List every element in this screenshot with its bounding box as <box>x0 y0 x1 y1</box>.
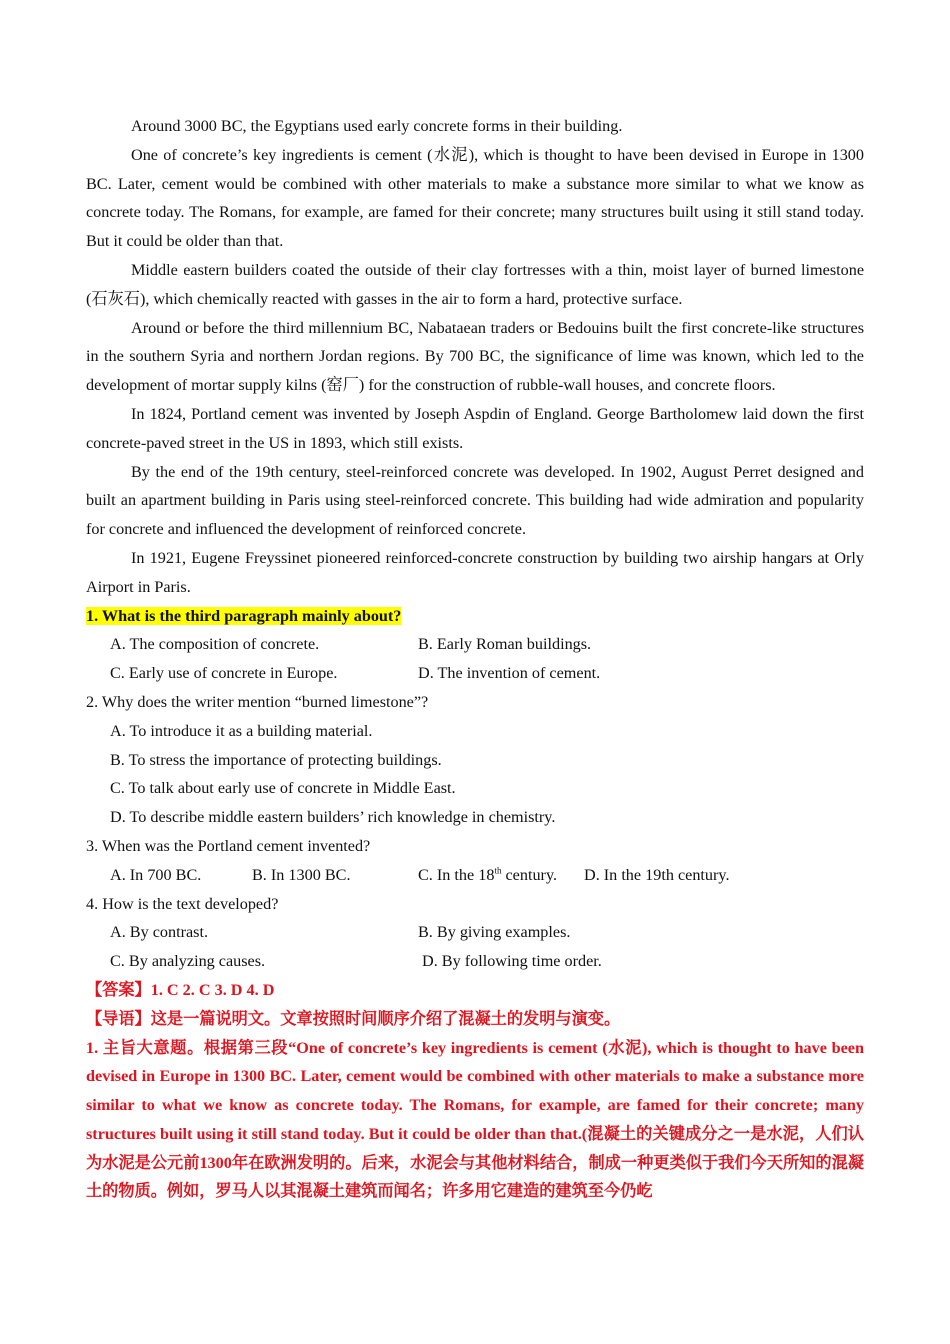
paragraph-2: One of concrete’s key ingredients is cement (水泥), which is thought to have been devised in Europe in 1300 BC. Later, cement would be combined with other materials to make a substance more similar to what we know as concrete today. The Romans, for example, are famed for their concrete; many structures built using it still stand today. But it could be older than that. <box>86 145 864 251</box>
guide-text: 【导语】这是一篇说明文。文章按照时间顺序介绍了混凝土的发明与演变。 <box>86 1009 621 1028</box>
question-1-options-row-2 <box>86 659 864 688</box>
paragraph-7: In 1921, Eugene Freyssinet pioneered reinforced-concrete construction by building two airship hangars at Orly Airport in Paris. <box>86 548 864 596</box>
q4-option-c: C. By analyzing causes. <box>110 952 266 971</box>
question-2-stem: 2. Why does the writer mention “burned limestone”? <box>86 692 429 711</box>
question-4-stem: 4. How is the text developed? <box>86 894 279 913</box>
q1-option-a: A. The composition of concrete. <box>110 635 320 654</box>
q1-option-c: C. Early use of concrete in Europe. <box>110 664 338 683</box>
q3-option-c <box>418 861 584 890</box>
answer-key: 【答案】1. C 2. C 3. D 4. D <box>86 980 275 999</box>
question-4-options-row-2 <box>86 947 864 976</box>
question-1-options-row-1 <box>86 630 864 659</box>
q1-option-d: D. The invention of cement. <box>418 664 601 683</box>
paragraph-3: Middle eastern builders coated the outside of their clay fortresses with a thin, moist layer of burned limestone (石灰石), which chemically reacted with gasses in the air to form a hard, protective surface. <box>86 260 864 308</box>
question-1-highlight: 1. What is the third paragraph mainly about? <box>86 606 402 625</box>
q4-option-d: D. By following time order. <box>422 952 602 971</box>
q3-option-c-suffix: century. <box>501 865 558 884</box>
question-1-stem <box>86 602 864 631</box>
q2-option-b: B. To stress the importance of protecting buildings. <box>110 750 442 769</box>
q3-option-a: A. In 700 BC. <box>110 865 202 884</box>
q4-option-b: B. By giving examples. <box>418 923 571 942</box>
document-page <box>86 112 864 1206</box>
q2-option-a: A. To introduce it as a building material. <box>110 721 373 740</box>
question-4-options-row-1 <box>86 918 864 947</box>
q3-option-b: B. In 1300 BC. <box>252 865 351 884</box>
paragraph-1: Around 3000 BC, the Egyptians used early concrete forms in their building. <box>131 117 623 135</box>
q2-option-d: D. To describe middle eastern builders’ rich knowledge in chemistry. <box>110 808 556 827</box>
q3-option-c-superscript: th <box>494 865 502 876</box>
paragraph-4: Around or before the third millennium BC, Nabataean traders or Bedouins built the first concrete-like structures in the southern Syria and northern Jordan regions. By 700 BC, the significance of lime was known, which led to the development of mortar supply kilns (窑厂) for the construction of rubble-wall houses, and concrete floors. <box>86 318 864 395</box>
question-3-stem: 3. When was the Portland cement invented? <box>86 836 371 855</box>
paragraph-5: In 1824, Portland cement was invented by Joseph Aspdin of England. George Bartholomew laid down the first concrete-paved street in the US in 1893, which still exists. <box>86 404 864 452</box>
q2-option-c: C. To talk about early use of concrete in Middle East. <box>110 779 456 798</box>
q3-option-d: D. In the 19th century. <box>584 865 730 884</box>
paragraph-6: By the end of the 19th century, steel-reinforced concrete was developed. In 1902, August Perret designed and built an apartment building in Paris using steel-reinforced concrete. This building had wide admiration and popularity for concrete and influenced the development of reinforced concrete. <box>86 462 864 539</box>
q4-option-a: A. By contrast. <box>110 923 209 942</box>
explanation-text: 1. 主旨大意题。根据第三段“One of concrete’s key ingredients is cement (水泥), which is thought to have been devised in Europe in 1300 BC. Later, cement would be combined with other materials to make a substance more similar to what we know as concrete today. The Romans, for example, are famed for their concrete; many structures built using it still stand today. But it could be older than that.(混凝土的关键成分之一是水泥，人们认为水泥是公元前1300年在欧洲发明的。后来，水泥会与其他材料结合，制成一种更类似于我们今天所知的混凝土的物质。例如，罗马人以其混凝土建筑而闻名；许多用它建造的建筑至今仍屹 <box>86 1038 864 1201</box>
q3-option-c-text: C. In the 18 <box>418 865 495 884</box>
q1-option-b: B. Early Roman buildings. <box>418 635 592 654</box>
question-3-options-row <box>86 861 864 890</box>
